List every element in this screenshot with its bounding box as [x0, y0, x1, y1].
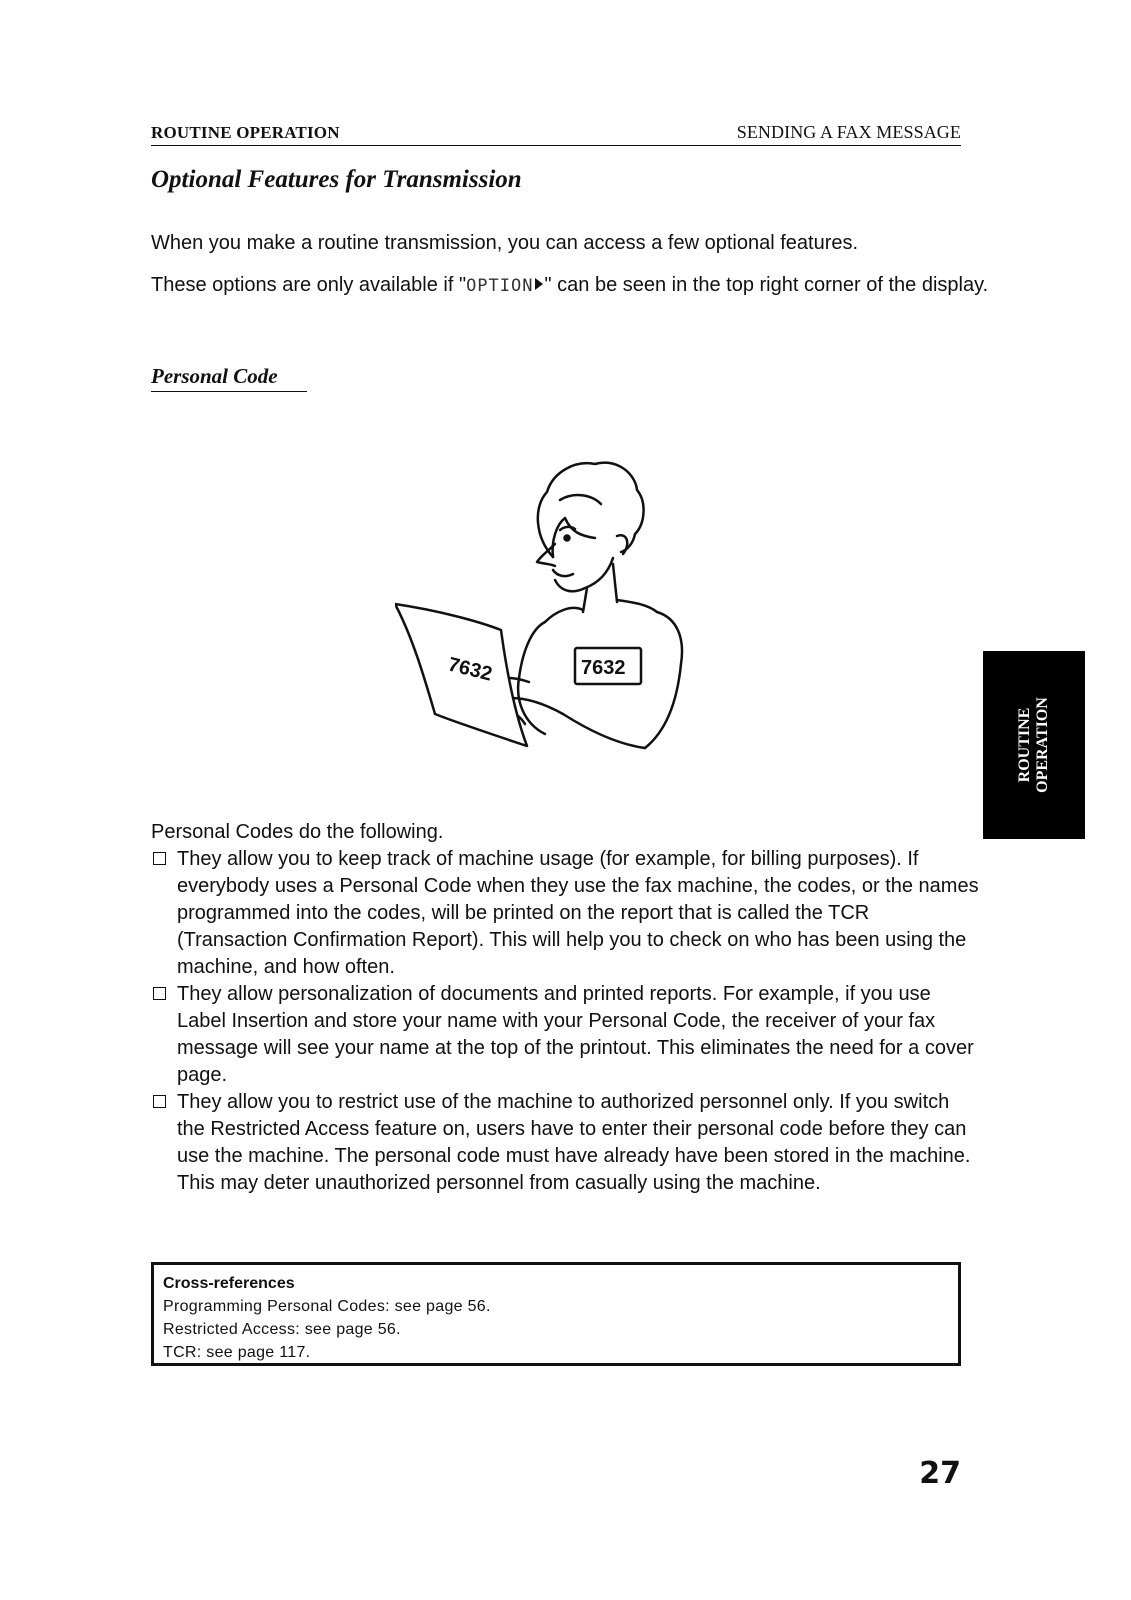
- right-triangle-icon: [535, 278, 543, 290]
- list-intro: Personal Codes do the following.: [151, 821, 444, 843]
- personal-code-bullets: [151, 846, 981, 1197]
- intro-paragraph-2-start: These options are only available if ": [151, 274, 467, 296]
- header-rule: [151, 145, 961, 146]
- side-tab-line-1: ROUTINE: [1016, 707, 1033, 783]
- running-header-section: SENDING A FAX MESSAGE: [736, 122, 961, 142]
- mouth: [553, 570, 573, 576]
- list-item-text: They allow you to restrict use of the machine to authorized personnel only. If you switch the Restricted Access feature on, users have to enter their personal code before they can use the machine. The personal code must have already have been stored in the machine. This may deter unauthorized personnel from casually using the machine.: [177, 1091, 971, 1194]
- subsection-rule: [151, 391, 307, 392]
- list-item-text: They allow you to keep track of machine usage (for example, for billing purposes). If everybody uses a Personal Code when they use the fax machine, the codes, or the names programmed into the codes, will be printed on the report that is called the TCR (Transaction Confirmation Report). This will help you to check on who has been using the machine, and how often.: [177, 848, 979, 978]
- list-item: [151, 981, 981, 1089]
- intro-paragraph-2-end: " can be seen in the top right corner of the display.: [544, 274, 989, 296]
- badge-code: 7632: [581, 657, 626, 679]
- side-tab-label: [1016, 697, 1052, 793]
- subsection-title: Personal Code: [151, 364, 278, 388]
- checkbox-bullet-icon: [153, 987, 166, 1000]
- cross-reference-line: TCR: see page 117.: [163, 1344, 311, 1361]
- checkbox-bullet-icon: [153, 852, 166, 865]
- cross-references-box: [151, 1262, 961, 1366]
- list-item-text: They allow personalization of documents and printed reports. For example, if you use Label Insertion and store your name with your Personal Code, the receiver of your fax message will see your name at the top of the printout. This eliminates the need for a cover page.: [177, 983, 974, 1086]
- page-number: 27: [919, 1456, 961, 1491]
- checkbox-bullet-icon: [153, 1095, 166, 1108]
- cross-reference-line: Restricted Access: see page 56.: [163, 1321, 401, 1338]
- cross-references-title: Cross-references: [163, 1275, 295, 1292]
- list-item: [151, 1089, 981, 1197]
- section-title: Optional Features for Transmission: [151, 166, 522, 193]
- chapter-side-tab: [983, 651, 1085, 839]
- side-tab-line-2: OPERATION: [1034, 697, 1051, 793]
- option-display-text: OPTION: [466, 276, 534, 296]
- chin-line: [555, 558, 613, 591]
- intro-paragraph-2: [151, 271, 991, 300]
- list-item: [151, 846, 981, 981]
- personal-code-illustration: [395, 452, 710, 782]
- cross-reference-line: Programming Personal Codes: see page 56.: [163, 1298, 491, 1315]
- sheet-code: 7632: [445, 653, 495, 686]
- running-header-chapter: ROUTINE OPERATION: [151, 123, 340, 142]
- intro-paragraph-1: When you make a routine transmission, you can access a few optional features.: [151, 232, 859, 254]
- eye: [565, 536, 570, 541]
